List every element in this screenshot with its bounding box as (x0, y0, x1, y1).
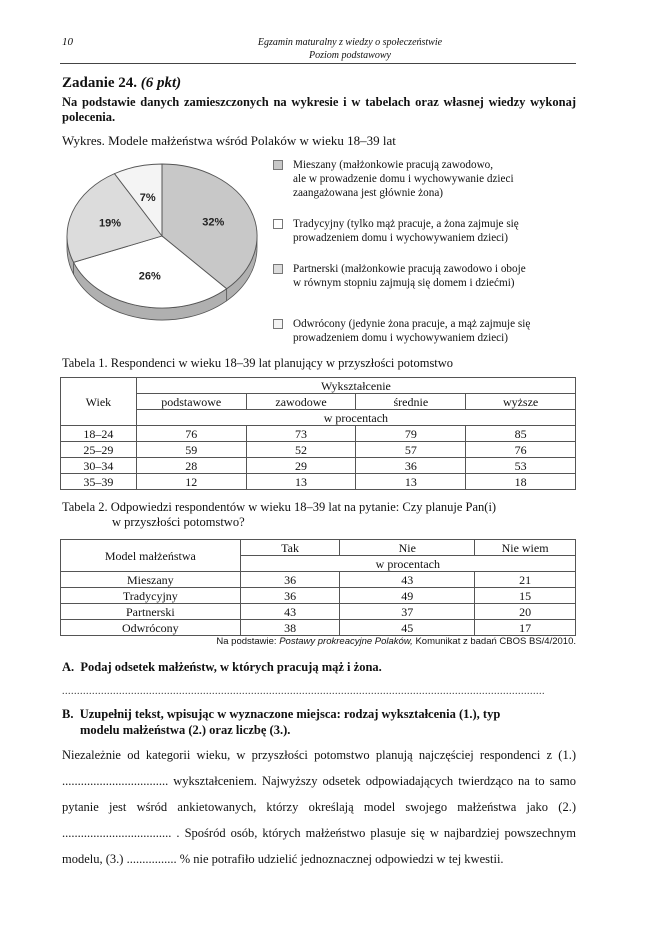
task-title (62, 75, 181, 92)
table-cell: 73 (246, 426, 356, 442)
legend-item-partnerski (273, 262, 573, 292)
table-cell: 43 (240, 604, 340, 620)
table-cell: 21 (475, 572, 576, 588)
table1-age: 18–24 (61, 426, 137, 442)
question-a-text: Podaj odsetek małżeństw, w których pracują mąż i żona. (80, 660, 382, 674)
legend-label-partnerski (293, 262, 578, 290)
table1-caption: Tabela 1. Respondenci w wieku 18–39 lat planujący w przyszłości potomstwo (62, 356, 454, 370)
source-note (60, 636, 576, 647)
header-divider (60, 63, 576, 64)
exam-header-line2: Poziom podstawowy (309, 50, 391, 61)
task-points: (6 pkt) (140, 75, 182, 91)
table-row (61, 604, 576, 620)
legend-swatch-mieszany (273, 160, 283, 170)
table-cell: 43 (340, 572, 475, 588)
source-suffix: Komunikat z badań CBOS BS/4/2010. (412, 636, 576, 647)
table-row (61, 588, 576, 604)
table-cell: 57 (356, 442, 466, 458)
table1-column-header: wyższe (466, 394, 576, 410)
pie-data-label: 19% (98, 217, 122, 230)
page-number: 10 (62, 36, 73, 48)
legend-line: Mieszany (małżonkowie pracują zawodowo, (293, 159, 494, 171)
pie-data-label: 26% (138, 270, 161, 283)
chart-title: Wykres. Modele małżeństwa wśród Polaków w wieku 18–39 lat (62, 133, 396, 148)
table-cell: 17 (475, 620, 576, 636)
answer-line-a[interactable]: ................................................................................................................................................................. (62, 686, 545, 697)
legend-item-odwrocony (273, 317, 573, 347)
source-prefix: Na podstawie: (216, 636, 280, 647)
table2-column-header: Tak (240, 540, 340, 556)
table-cell: 29 (246, 458, 356, 474)
legend-line: Tradycyjny (tylko mąż pracuje, a żona zajmuje się (293, 218, 519, 230)
question-b-line1 (62, 706, 576, 722)
table-cell: 76 (466, 442, 576, 458)
table-row (61, 442, 576, 458)
legend-line: ale w prowadzenie domu i wychowywanie dzieci (293, 173, 514, 185)
table-cell: 52 (246, 442, 356, 458)
legend-line: prowadzeniem domu i wychowywaniem dzieci) (293, 332, 508, 344)
legend-swatch-odwrocony (273, 319, 283, 329)
table2-caption-line1: Tabela 2. Odpowiedzi respondentów w wieku 18–39 lat na pytanie: Czy planuje Pan(i) (62, 500, 497, 514)
table1-column-header: podstawowe (136, 394, 246, 410)
pie-chart (62, 158, 272, 333)
table-cell: 59 (136, 442, 246, 458)
legend-item-tradycyjny (273, 217, 573, 247)
question-b-body[interactable]: Niezależnie od kategorii wieku, w przyszłości potomstwo planują najczęściej respondenci z (1.) .................................. wykształceniem. Najwyższy odsetek odpowiadających twierdząco na to samo pytanie jest wśród ankietowanych, którzy określają model swojego małżeństwa jako (2.) ................................... . Spośród osób, których małżeństwo plasuje się w najbardziej powszechnym modelu, (3.) ................ % nie potrafiło udzielić jednoznacznej odpowiedzi w tej kwestii. (62, 748, 576, 866)
legend-line: prowadzeniem domu i wychowywaniem dzieci) (293, 232, 508, 244)
pie-data-label: 32% (202, 216, 225, 229)
legend-swatch-tradycyjny (273, 219, 283, 229)
table2 (60, 539, 576, 636)
table-row (61, 426, 576, 442)
table2-model: Partnerski (61, 604, 241, 620)
legend-line: Partnerski (małżonkowie pracują zawodowo i oboje (293, 263, 526, 275)
table-cell: 13 (356, 474, 466, 490)
exam-header-line1: Egzamin maturalny z wiedzy o społeczeństwie (257, 37, 443, 48)
question-b-text: Uzupełnij tekst, wpisując w wyznaczone miejsca: rodzaj wykształcenia (1.), typ (79, 707, 501, 721)
table-cell: 15 (475, 588, 576, 604)
table1-row-header: Wiek (61, 378, 137, 426)
task-number: Zadanie 24. (62, 75, 138, 91)
table-cell: 37 (340, 604, 475, 620)
table-cell: 45 (340, 620, 475, 636)
table1-age: 25–29 (61, 442, 137, 458)
table2-caption-line2: w przyszłości potomstwo? (112, 515, 245, 529)
table-row (61, 474, 576, 490)
table2-model: Mieszany (61, 572, 241, 588)
question-b (62, 706, 576, 738)
table1-column-header: średnie (356, 394, 466, 410)
legend-label-tradycyjny (293, 217, 578, 245)
table-cell: 18 (466, 474, 576, 490)
table1-column-header: zawodowe (246, 394, 356, 410)
table-cell: 13 (246, 474, 356, 490)
table2-caption (62, 500, 576, 530)
table2-unit: w procentach (240, 556, 575, 572)
table-cell: 36 (240, 572, 340, 588)
table2-column-header: Nie (340, 540, 475, 556)
legend-label-mieszany (293, 158, 578, 200)
table-cell: 38 (240, 620, 340, 636)
question-a-label: A. (62, 660, 75, 674)
table-cell: 20 (475, 604, 576, 620)
legend-item-mieszany (273, 158, 573, 204)
table-cell: 85 (466, 426, 576, 442)
table1-age: 35–39 (61, 474, 137, 490)
table-cell: 36 (356, 458, 466, 474)
legend-label-odwrocony (293, 317, 578, 345)
table1 (60, 377, 576, 490)
source-title: Postawy prokreacyjne Polaków, (279, 636, 413, 647)
table-cell: 36 (240, 588, 340, 604)
question-a (62, 659, 576, 675)
table2-row-header: Model małżeństwa (61, 540, 241, 572)
pie-data-label: 7% (139, 192, 156, 205)
table2-model: Odwrócony (61, 620, 241, 636)
table-cell: 28 (136, 458, 246, 474)
legend-swatch-partnerski (273, 264, 283, 274)
table2-model: Tradycyjny (61, 588, 241, 604)
table-row (61, 572, 576, 588)
legend-line: zaangażowana jest głównie żona) (293, 187, 444, 199)
legend-line: Odwrócony (jedynie żona pracuje, a mąż zajmuje się (293, 318, 531, 330)
table1-unit: w procentach (136, 410, 575, 426)
table1-group-header: Wykształcenie (136, 378, 575, 394)
table-row (61, 458, 576, 474)
table-cell: 53 (466, 458, 576, 474)
question-b-label: B. (62, 707, 74, 721)
table-cell: 49 (340, 588, 475, 604)
table1-age: 30–34 (61, 458, 137, 474)
table-row (61, 620, 576, 636)
legend-line: w równym stopniu zajmują się domem i dziećmi) (293, 277, 515, 289)
table-cell: 76 (136, 426, 246, 442)
task-instruction: Na podstawie danych zamieszczonych na wykresie i w tabelach oraz własnej wiedzy wykonaj polecenia. (62, 95, 576, 124)
table-cell: 12 (136, 474, 246, 490)
table-cell: 79 (356, 426, 466, 442)
exam-header (180, 36, 520, 62)
question-b-line2: modelu małżeństwa (2.) oraz liczbę (3.). (80, 723, 291, 737)
table2-column-header: Nie wiem (475, 540, 576, 556)
